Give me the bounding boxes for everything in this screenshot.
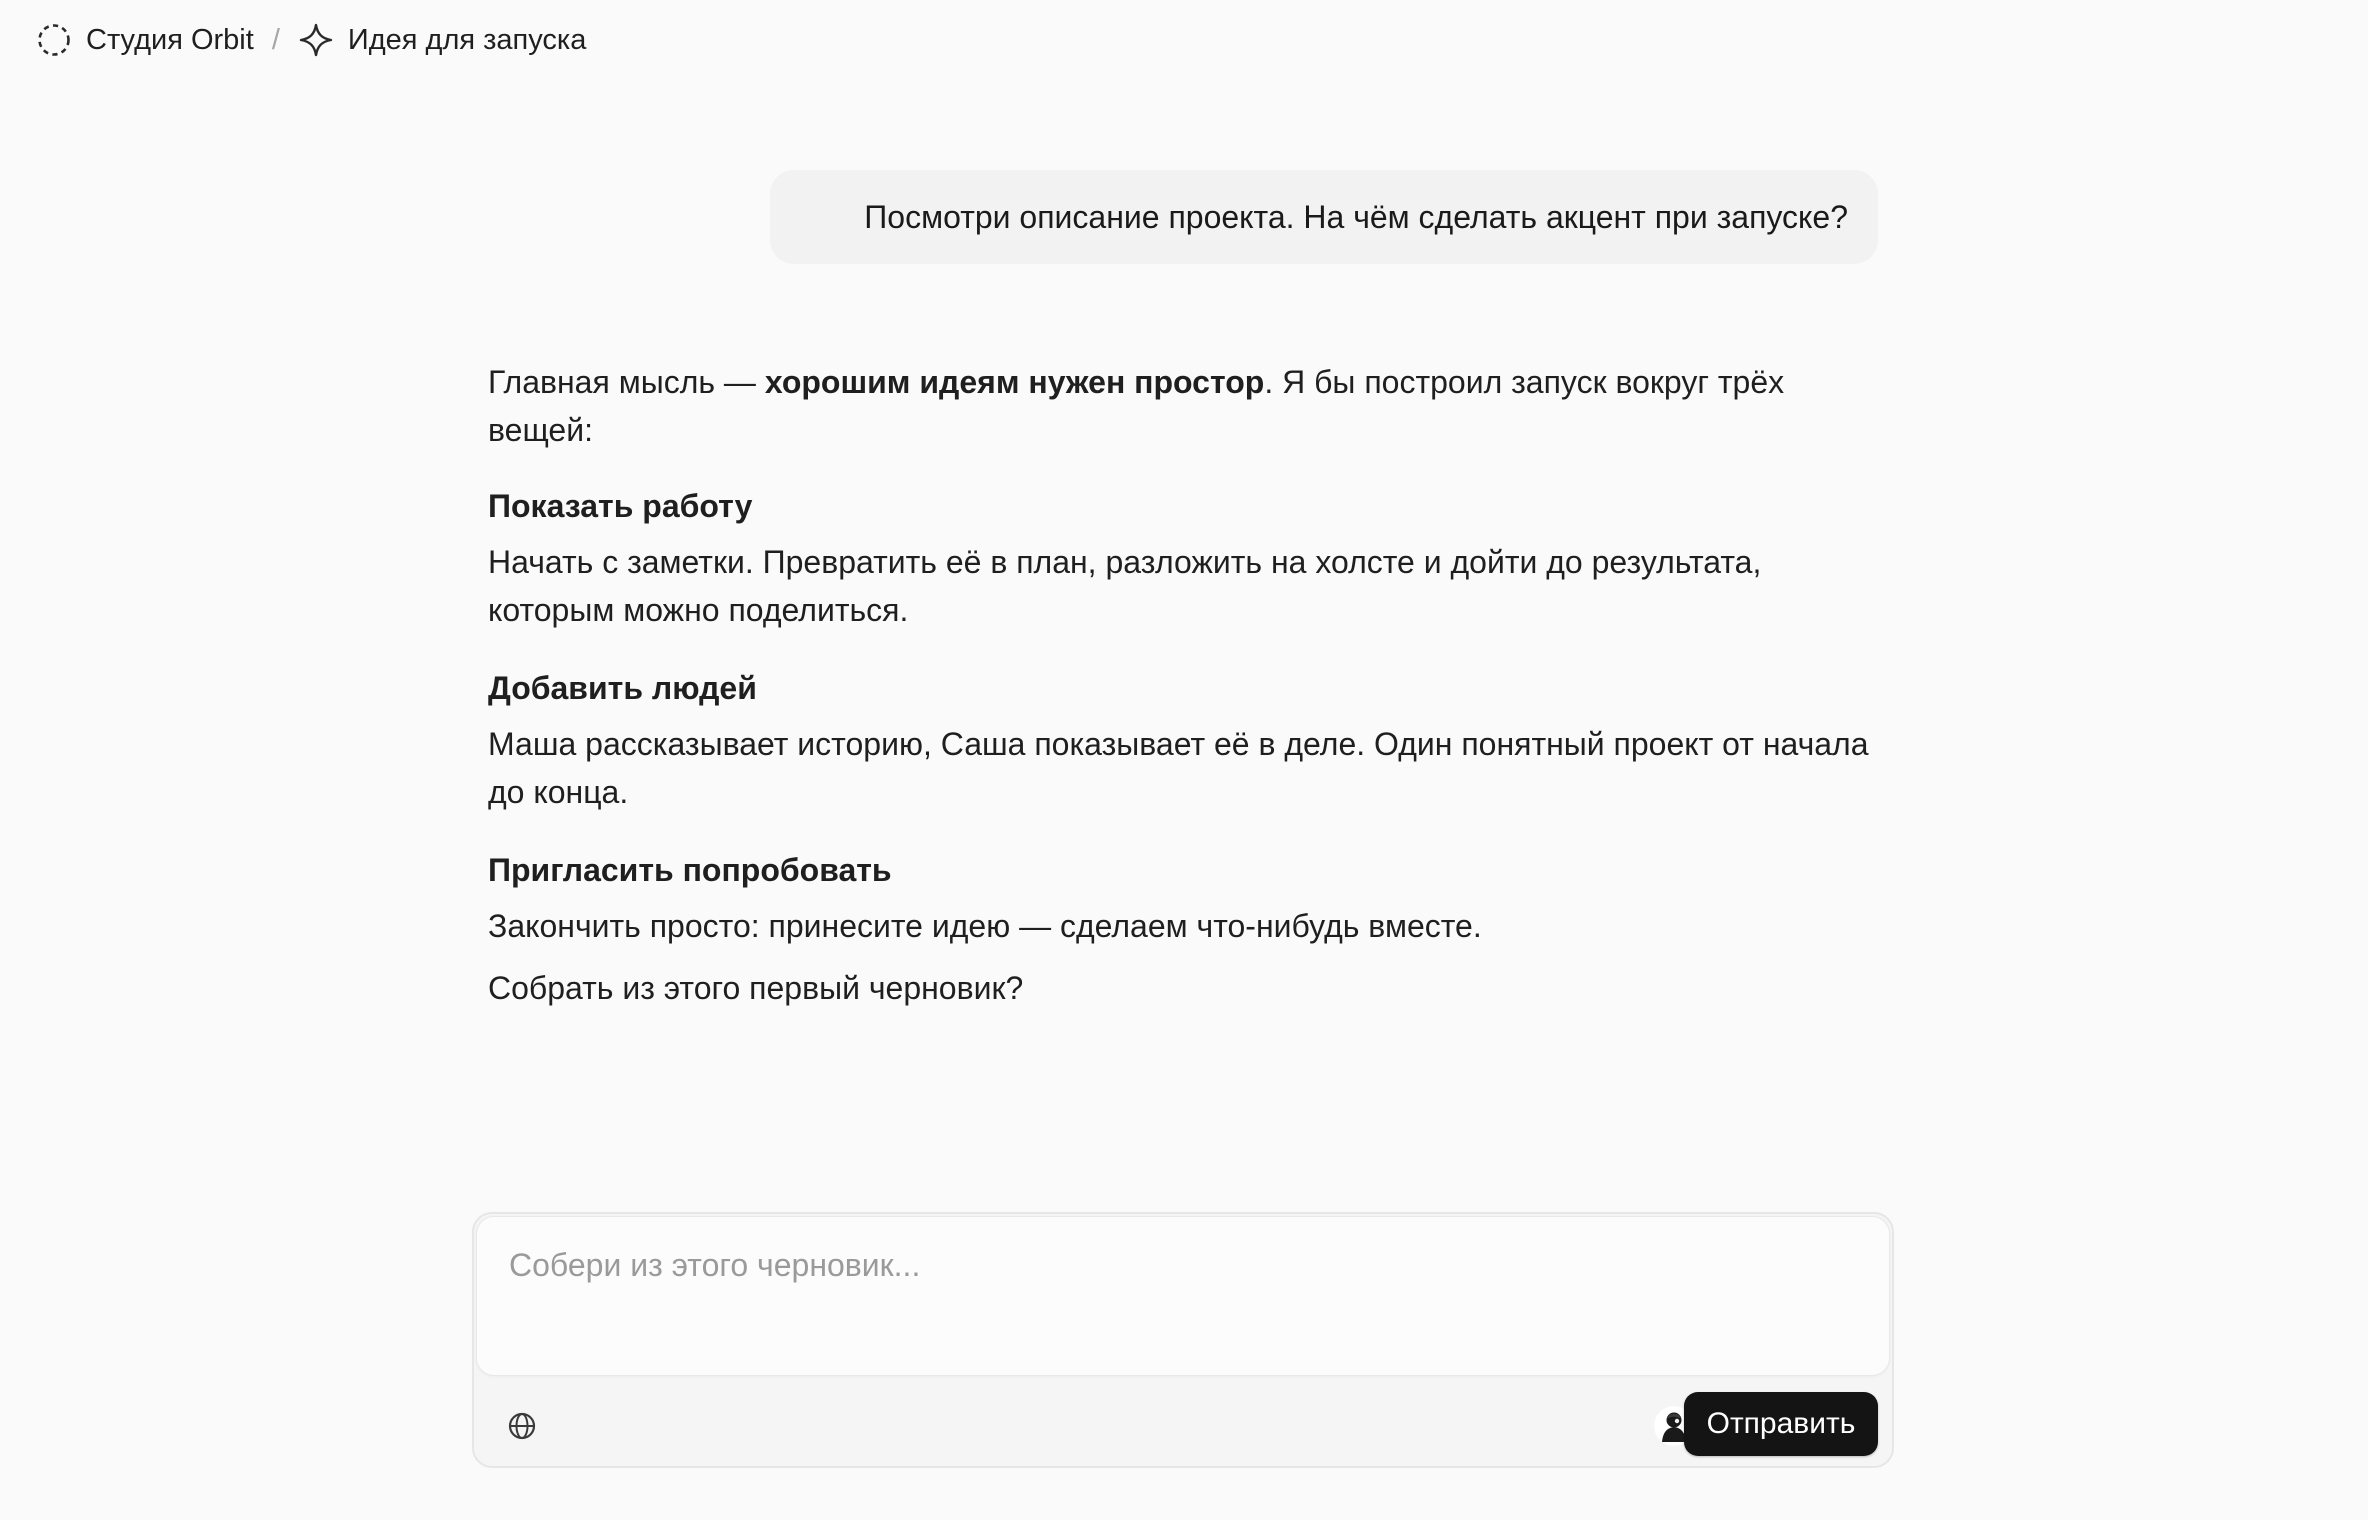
section-text: Маша рассказывает историю, Саша показывает её в деле. Один понятный проект от начала до конца. xyxy=(488,726,1869,810)
user-message-bubble xyxy=(770,170,1878,264)
user-message-text: Посмотри описание проекта. На чём сделать акцент при запуске? xyxy=(864,198,1848,235)
breadcrumb-separator: / xyxy=(271,23,280,56)
reply-section xyxy=(488,846,1878,950)
globe-icon[interactable] xyxy=(504,1408,540,1444)
message-input[interactable] xyxy=(477,1217,1889,1375)
message-composer xyxy=(472,1212,1894,1468)
intro-text-after: . Я бы построил запуск вокруг трёх вещей: xyxy=(488,364,1785,448)
closing-question: Собрать из этого первый черновик? xyxy=(488,970,1024,1006)
dashed-circle-icon xyxy=(36,22,72,58)
section-heading: Добавить людей xyxy=(488,670,757,706)
breadcrumb xyxy=(36,18,586,62)
section-text: Начать с заметки. Превратить её в план, разложить на холсте и дойти до результата, которым можно поделиться. xyxy=(488,544,1762,628)
send-button[interactable]: Отправить xyxy=(1684,1392,1878,1456)
composer-input-area xyxy=(476,1216,1890,1376)
assistant-intro xyxy=(488,358,1878,454)
reply-section xyxy=(488,664,1878,816)
reply-section xyxy=(488,482,1878,634)
intro-text-before: Главная мысль — xyxy=(488,364,765,400)
intro-key-idea: хорошим идеям нужен простор xyxy=(764,364,1265,400)
assistant-message xyxy=(488,358,1878,1012)
breadcrumb-page-label: Идея для запуска xyxy=(347,23,587,56)
section-text: Закончить просто: принесите идею — сделаем что-нибудь вместе. xyxy=(488,908,1482,944)
breadcrumb-workspace[interactable] xyxy=(36,22,254,58)
breadcrumb-page[interactable] xyxy=(298,22,587,58)
section-heading: Показать работу xyxy=(488,488,753,524)
breadcrumb-workspace-label: Студия Orbit xyxy=(86,23,254,56)
section-heading: Пригласить попробовать xyxy=(488,852,892,888)
sparkle-icon xyxy=(298,22,334,58)
